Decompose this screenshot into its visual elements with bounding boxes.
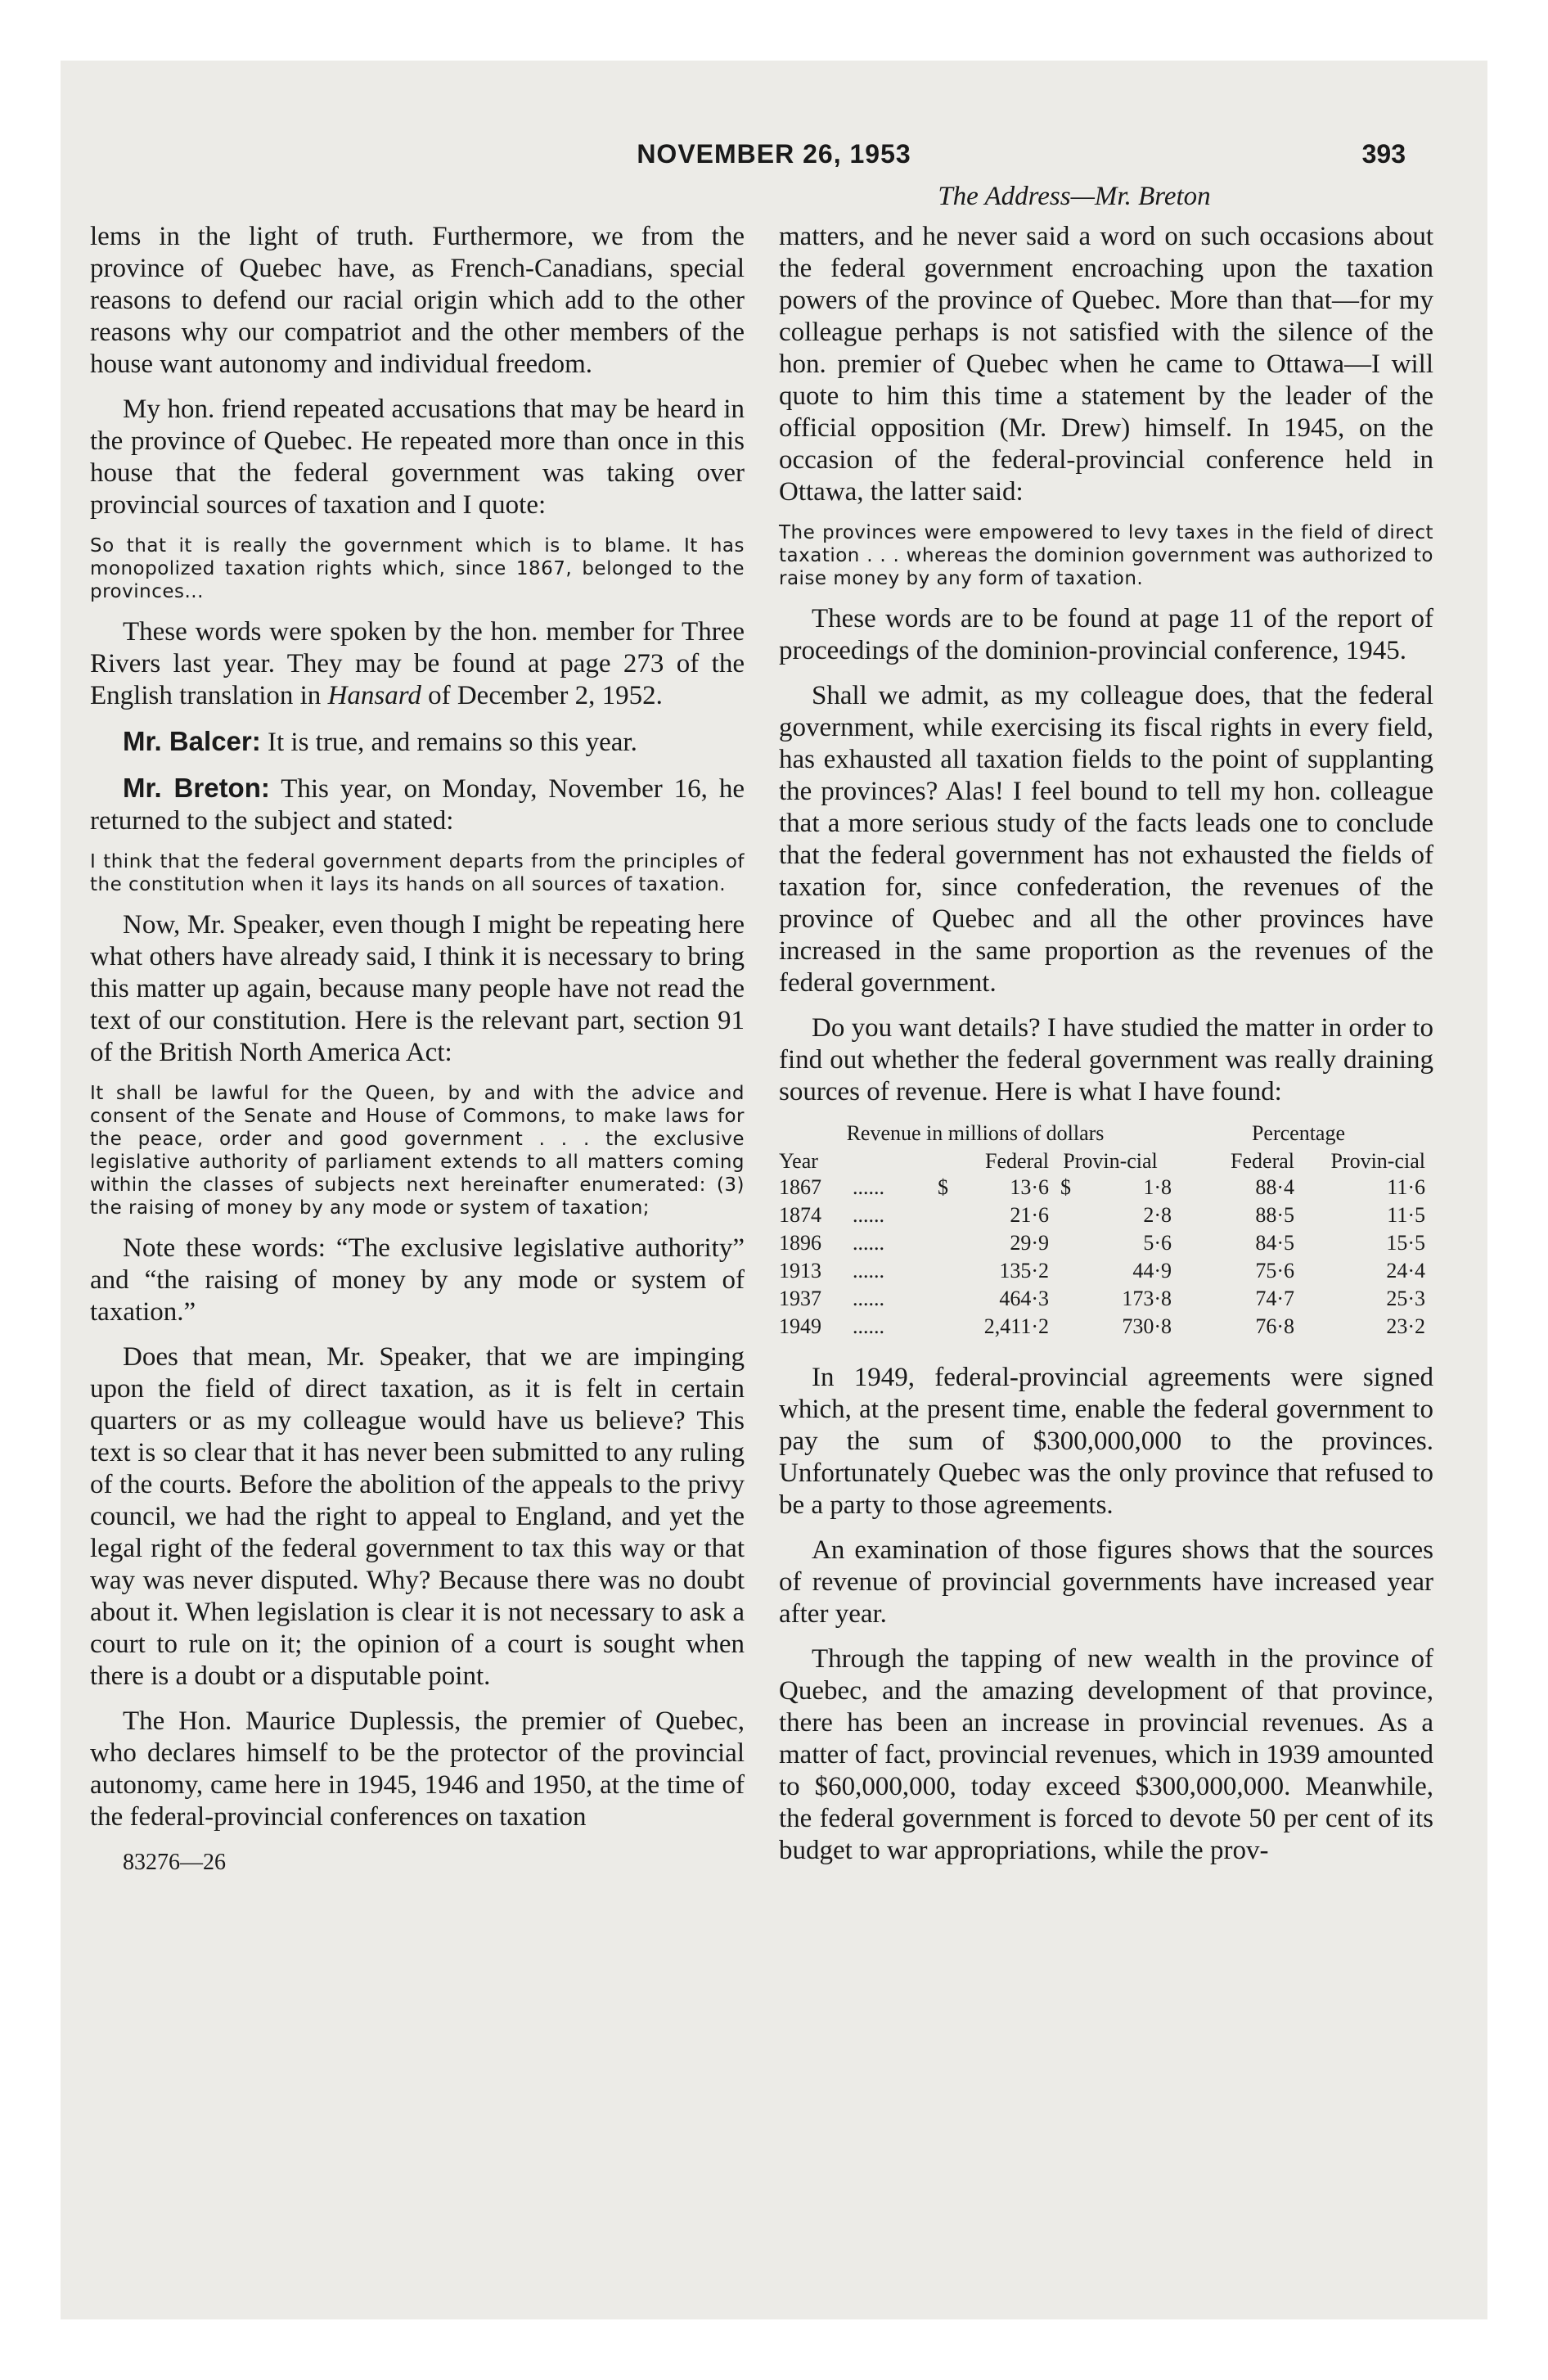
left-column (90, 221, 745, 1878)
table-row (779, 1201, 1425, 1229)
cell-year: 1874 (779, 1203, 821, 1227)
cell-year: 1913 (779, 1259, 821, 1282)
cell-dots: ...... (853, 1231, 884, 1255)
speaker-paragraph (90, 725, 745, 759)
cell-federal: 13·6 (1010, 1175, 1049, 1199)
cell-fed-currency: $ (938, 1175, 948, 1199)
cell-year: 1896 (779, 1231, 821, 1255)
paragraph (90, 616, 745, 712)
cell-fed-currency (926, 1201, 959, 1229)
cell-pct-federal: 75·6 (1255, 1259, 1294, 1282)
cell-prov-currency (1049, 1257, 1082, 1285)
cell-pct-provincial: 25·3 (1386, 1287, 1425, 1310)
cell-prov-currency (1049, 1229, 1082, 1257)
cell-dots: ...... (853, 1203, 884, 1227)
cell-pct-provincial: 24·4 (1386, 1259, 1425, 1282)
cell-provincial: 5·6 (1143, 1231, 1172, 1255)
page-number: 393 (1361, 139, 1406, 169)
table-row (779, 1257, 1425, 1285)
cell-pct-federal: 88·4 (1255, 1175, 1294, 1199)
table-row (779, 1174, 1425, 1201)
running-head: The Address—Mr. Breton (938, 182, 1211, 211)
footer-code: 83276—26 (123, 1850, 226, 1875)
cell-prov-currency (1049, 1313, 1082, 1341)
speaker-name: Mr. Breton: (123, 773, 270, 803)
page-header (61, 139, 1487, 180)
paragraph: In 1949, federal-provincial agreements were signed which, at the present time, enable the federal government to pay the sum of $300,000,000 to the provinces. Unfortunately Quebec was the only province that refused to be a party to those agreements. (779, 1363, 1433, 1520)
col-header-pct-provincial: Provin-cial (1330, 1149, 1425, 1173)
cell-federal: 21·6 (1010, 1203, 1049, 1227)
paragraph: Do you want details? I have studied the matter in order to find out whether the federal government was really draining sources of revenue. Here is what I have found: (779, 1013, 1433, 1107)
block-quote: It shall be lawful for the Queen, by and with the advice and consent of the Senate and House of Commons, to make laws for the peace, order and good government . . . the exclusive legislative authority of parliament extends to all matters coming within the classes of subjects next hereinafter enumerated: (3) the raising of money by any mode or system of taxation; (90, 1083, 745, 1219)
page-sheet (61, 61, 1487, 2319)
group-header-percentage: Percentage (1251, 1121, 1346, 1145)
cell-dots: ...... (853, 1287, 884, 1310)
paragraph: Through the tapping of new wealth in the province of Quebec, and the amazing development of that province, there has been an increase in provincial revenues. As a matter of fact, provincial revenues, which in 1939 amounted to $60,000,000, today exceed $300,000,000. Meanwhile, the federal government is forced to devote 50 per cent of its budget to war appropriations, while the prov- (779, 1644, 1433, 1865)
speaker-name: Mr. Balcer: (123, 726, 261, 756)
cell-federal: 2,411·2 (983, 1314, 1049, 1338)
table-row (779, 1285, 1425, 1313)
paragraph: The Hon. Maurice Duplessis, the premier of Quebec, who declares himself to be the protector of the provincial autonomy, came here in 1945, 1946 and 1950, at the time of the federal-provincial conferences on taxation (90, 1706, 745, 1832)
cell-pct-federal: 88·5 (1255, 1203, 1294, 1227)
paragraph: Note these words: “The exclusive legislative authority” and “the raising of money by any mode or system of taxation.” (90, 1233, 745, 1327)
group-header-revenue: Revenue in millions of dollars (846, 1121, 1105, 1145)
cell-fed-currency (926, 1257, 959, 1285)
cell-pct-federal: 76·8 (1255, 1314, 1294, 1338)
cell-provincial: 1·8 (1143, 1175, 1172, 1199)
right-column (779, 221, 1433, 1880)
paragraph: matters, and he never said a word on such occasions about the federal government encroaching upon the taxation powers of the province of Quebec. More than that—for my colleague perhaps is not satisfied with the silence of the hon. premier of Quebec when he came to Ottawa—I will quote to him this time a statement by the leader of the official opposition (Mr. Drew) himself. In 1945, on the occasion of the federal-provincial conference held in Ottawa, the latter said: (779, 222, 1433, 507)
block-quote: The provinces were empowered to levy taxes in the field of direct taxation . . . whereas the dominion government was authorized to raise money by any form of taxation. (779, 522, 1433, 589)
cell-fed-currency (926, 1285, 959, 1313)
cell-federal: 464·3 (999, 1287, 1049, 1310)
paragraph: lems in the light of truth. Furthermore, we from the province of Quebec have, as French-Canadians, special reasons to defend our racial origin which add to the other reasons why our compatriot and the other members of the house want autonomy and individual freedom. (90, 222, 745, 379)
col-header-provincial: Provin-cial (1063, 1149, 1158, 1173)
cell-dots: ...... (853, 1259, 884, 1282)
speaker-paragraph (90, 772, 745, 837)
cell-federal: 135·2 (999, 1259, 1049, 1282)
paragraph: My hon. friend repeated accusations that may be heard in the province of Quebec. He repeated more than once in this house that the federal government was taking over provincial sources of taxation and I quote: (90, 394, 745, 520)
cell-prov-currency (1049, 1201, 1082, 1229)
cell-dots: ...... (853, 1314, 884, 1338)
cell-prov-currency: $ (1060, 1175, 1071, 1199)
col-header-pct-federal: Federal (1231, 1149, 1294, 1173)
table-row (779, 1229, 1425, 1257)
paragraph: An examination of those figures shows that the sources of revenue of provincial governments have increased year after year. (779, 1535, 1433, 1629)
table-column-header (779, 1149, 1425, 1174)
block-quote: So that it is really the government which is to blame. It has monopolized taxation rights which, since 1867, belonged to the provinces... (90, 535, 745, 602)
cell-pct-provincial: 11·5 (1387, 1203, 1425, 1227)
speech-text: This year, on Monday, November 16, he returned to the subject and stated: (90, 774, 745, 836)
cell-pct-provincial: 15·5 (1386, 1231, 1425, 1255)
cell-pct-provincial: 11·6 (1387, 1175, 1425, 1199)
cell-pct-provincial: 23·2 (1386, 1314, 1425, 1338)
cell-year: 1867 (779, 1175, 821, 1199)
header-date: NOVEMBER 26, 1953 (637, 139, 911, 169)
cell-pct-federal: 84·5 (1255, 1231, 1294, 1255)
cell-prov-currency (1049, 1285, 1082, 1313)
cell-year: 1937 (779, 1287, 821, 1310)
speech-text: It is true, and remains so this year. (260, 728, 637, 757)
table-row (779, 1313, 1425, 1341)
paragraph: These words are to be found at page 11 of the report of proceedings of the dominion-provincial conference, 1945. (779, 604, 1433, 665)
col-header-federal: Federal (985, 1149, 1049, 1173)
paragraph: Shall we admit, as my colleague does, that the federal government, while exercising its fiscal rights in every field, has exhausted all taxation fields to the point of supplanting the provinces? Alas! I feel bound to tell my hon. colleague that a more serious study of the facts leads one to conclude that the federal government has not exhausted the fields of taxation for, since confederation, the revenues of the province of Quebec and all the other provinces have increased in the same proportion as the revenues of the federal government. (779, 681, 1433, 998)
paragraph: Now, Mr. Speaker, even though I might be repeating here what others have already said, I think it is necessary to bring this matter up again, because many people have not read the text of our constitution. Here is the relevant part, section 91 of the British North America Act: (90, 910, 745, 1067)
text-run: These words were spoken by the hon. member for Three Rivers last year. They may be found at page 273 of the English translation in (90, 617, 745, 710)
cell-provincial: 730·8 (1122, 1314, 1172, 1338)
block-quote: I think that the federal government departs from the principles of the constitution when it lays its hands on all sources of taxation. (90, 851, 745, 895)
cell-provincial: 44·9 (1132, 1259, 1172, 1282)
cell-provincial: 2·8 (1143, 1203, 1172, 1227)
paragraph: Does that mean, Mr. Speaker, that we are impinging upon the field of direct taxation, as it is felt in certain quarters or as my colleague would have us believe? This text is so clear that it has never been submitted to any ruling of the courts. Before the abolition of the appeals to the privy council, we had the right to appeal to England, and yet the legal right of the federal government to tax this way or that way was never disputed. Why? Because there was no doubt about it. When legislation is clear it is not necessary to ask a court to rule on it; the opinion of a court is sought when there is a doubt or a disputable point. (90, 1342, 745, 1691)
table-group-header (779, 1121, 1425, 1149)
text-run: of December 2, 1952. (421, 681, 663, 710)
cell-year: 1949 (779, 1314, 821, 1338)
cell-dots: ...... (853, 1175, 884, 1199)
cell-pct-federal: 74·7 (1255, 1287, 1294, 1310)
revenue-table (779, 1121, 1425, 1341)
cell-federal: 29·9 (1010, 1231, 1049, 1255)
cell-fed-currency (926, 1229, 959, 1257)
table-body (779, 1174, 1425, 1341)
cell-fed-currency (926, 1313, 959, 1341)
cell-provincial: 173·8 (1122, 1287, 1172, 1310)
col-header-year: Year (779, 1149, 818, 1173)
hansard-title: Hansard (327, 681, 421, 710)
